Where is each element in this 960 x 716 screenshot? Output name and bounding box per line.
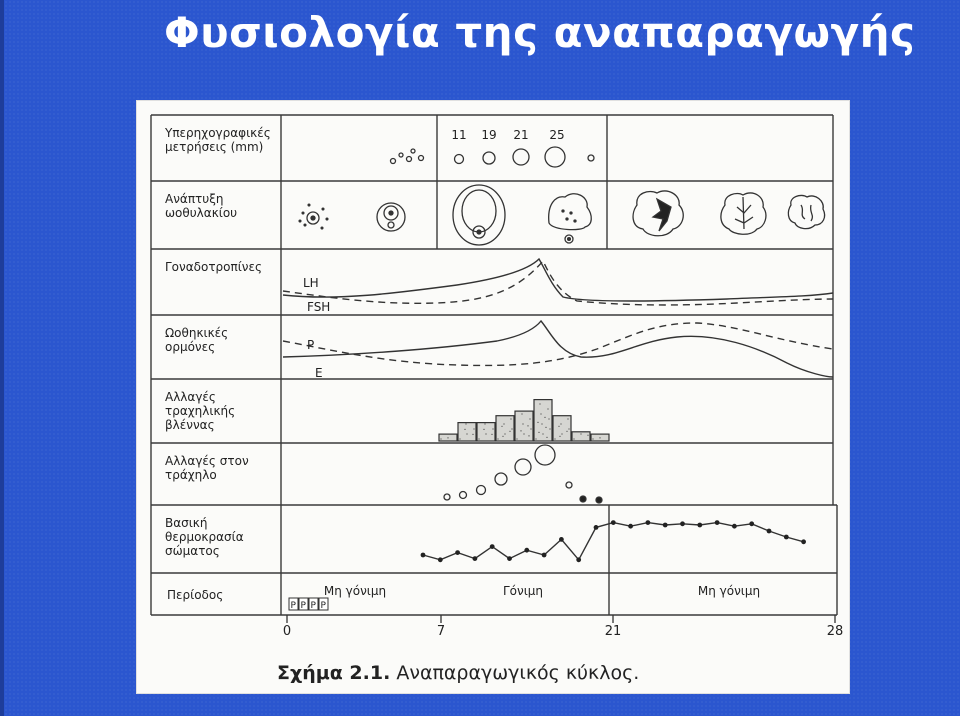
mucus-bar-speckle xyxy=(558,426,559,427)
temperature-point xyxy=(490,544,495,549)
follicle-size-25: 25 xyxy=(549,128,565,142)
day-tick-0: 0 xyxy=(282,624,292,639)
mucus-bar-speckle xyxy=(523,433,524,434)
mucus-bar-speckle xyxy=(538,432,539,433)
reproductive-cycle-figure xyxy=(136,100,850,694)
mucus-bar-speckle xyxy=(539,403,540,404)
mucus-bar-speckle xyxy=(440,438,441,439)
mucus-bar-speckle xyxy=(502,436,503,437)
phase-nonfertile-2: Μη γόνιμη xyxy=(697,584,761,598)
temperature-point xyxy=(801,539,806,544)
period-mark: P xyxy=(310,601,316,611)
mucus-bar xyxy=(534,400,552,441)
cervix-circle-filled xyxy=(596,497,602,503)
temperature-point xyxy=(594,525,599,530)
temperature-point xyxy=(507,556,512,561)
temperature-point xyxy=(680,521,685,526)
mucus-bar-speckle xyxy=(566,431,567,432)
temperature-point xyxy=(663,523,668,528)
caption-bold: Σχήμα 2.1. xyxy=(277,662,391,684)
mucus-bar-speckle xyxy=(492,428,493,429)
cervix-circle xyxy=(444,494,450,500)
mucus-bar-speckle xyxy=(516,438,517,439)
mucus-bar-speckle xyxy=(530,428,531,429)
row-label-ovarian_hormones: Ωοθηκικές xyxy=(165,326,229,340)
temperature-line xyxy=(423,523,804,560)
temperature-point xyxy=(576,557,581,562)
mucus-bar-speckle xyxy=(522,423,523,424)
temperature-chart xyxy=(421,520,806,562)
mucus-bar xyxy=(572,432,590,441)
cervix-circle xyxy=(460,492,467,499)
fsh-label: FSH xyxy=(307,300,331,314)
phase-nonfertile-1: Μη γόνιμη xyxy=(323,584,387,598)
mucus-bar-speckle xyxy=(503,423,504,424)
temperature-point xyxy=(611,520,616,525)
ultrasound-dot xyxy=(407,157,412,162)
mucus-bar-speckle xyxy=(520,430,521,431)
mucus-bar-speckle xyxy=(459,438,460,439)
ultrasound-dot xyxy=(399,153,403,157)
mucus-bar-speckle xyxy=(549,428,550,429)
temperature-point xyxy=(715,520,720,525)
e-label: E xyxy=(315,366,323,380)
mucus-bar-speckle xyxy=(542,433,543,434)
mucus-bar xyxy=(515,411,533,441)
estrogen-curve xyxy=(283,321,833,377)
lh-curve xyxy=(283,259,833,301)
row-label-temperature: σώματος xyxy=(165,544,220,558)
slide-title: Φυσιολογία της αναπαραγωγής xyxy=(164,8,916,57)
mucus-bar-speckle xyxy=(478,438,479,439)
ultrasound-row xyxy=(391,128,595,167)
cervix-circle-filled xyxy=(580,496,586,502)
follicle-size-19: 19 xyxy=(481,128,497,142)
mucus-bar-speckle xyxy=(547,408,548,409)
p-label: P xyxy=(307,338,315,352)
temperature-point xyxy=(559,537,564,542)
mucus-bar-speckle xyxy=(567,418,568,419)
row-labels xyxy=(164,126,271,558)
mucus-bar-speckle xyxy=(466,433,467,434)
mucus-bar-speckle xyxy=(497,438,498,439)
mucus-bar-speckle xyxy=(483,429,484,430)
temperature-point xyxy=(542,553,547,558)
temperature-point xyxy=(473,556,478,561)
primordial-follicle xyxy=(299,204,328,229)
row-label-follicle: Ανάπτυξη xyxy=(165,192,224,206)
mucus-bar-speckle xyxy=(529,418,530,419)
mucus-bar-speckle xyxy=(484,423,485,424)
temperature-point xyxy=(767,529,772,534)
mucus-bar-speckle xyxy=(540,413,541,414)
mucus-bar-speckle xyxy=(509,431,510,432)
period-marks xyxy=(289,598,328,611)
row-label-ultrasound: Υπερηχογραφικές xyxy=(165,126,271,140)
ovarian-hormones-row xyxy=(283,321,833,380)
cervix-row xyxy=(444,445,602,503)
mucus-bar-speckle xyxy=(541,423,542,424)
row-label-mucus: Αλλαγές xyxy=(165,390,216,404)
mucus-bar-speckle xyxy=(504,433,505,434)
mucus-bar-speckle xyxy=(501,426,502,427)
row-label-follicle: ωοθυλακίου xyxy=(165,206,238,220)
corpus-luteum-regressing xyxy=(721,193,766,234)
mucus-bar xyxy=(458,423,476,441)
figure-caption xyxy=(277,662,639,684)
temperature-point xyxy=(697,523,702,528)
row-label-cervix: Αλλαγές στον xyxy=(165,454,249,468)
row-label-ovarian_hormones: ορμόνες xyxy=(165,340,216,354)
mucus-bar-speckle xyxy=(465,423,466,424)
ultrasound-dot xyxy=(419,156,424,161)
cervix-circle xyxy=(495,473,507,485)
mucus-bar-speckle xyxy=(573,438,574,439)
temperature-point xyxy=(628,524,633,529)
ultrasound-dot xyxy=(411,149,415,153)
day-tick-7: 7 xyxy=(436,624,446,639)
lh-label: LH xyxy=(303,276,319,290)
period-mark: P xyxy=(300,601,306,611)
row-label-ultrasound: μετρήσεις (mm) xyxy=(165,140,264,154)
temperature-point xyxy=(749,521,754,526)
row-label-temperature: Βασική xyxy=(165,516,208,530)
mucus-bar-speckle xyxy=(472,434,473,435)
mucus-bar-speckle xyxy=(568,428,569,429)
cycle-diagram xyxy=(137,101,849,693)
corpus-albicans xyxy=(788,195,824,228)
row-label-mucus: βλέννας xyxy=(165,418,215,432)
mucus-bar-speckle xyxy=(546,437,547,438)
period-row xyxy=(167,584,760,611)
period-mark: P xyxy=(290,601,296,611)
day-axis xyxy=(283,615,843,639)
mucus-bar-speckle xyxy=(587,435,588,436)
follicle-size-21: 21 xyxy=(513,128,529,142)
mucus-bar-speckle xyxy=(561,433,562,434)
mucus-bar-speckle xyxy=(554,438,555,439)
cervix-circle xyxy=(515,459,531,475)
caption-rest: Αναπαραγωγικός κύκλος. xyxy=(390,662,640,684)
mucus-bar-speckle xyxy=(528,435,529,436)
mucus-bar-speckle xyxy=(464,429,465,430)
mucus-bar-speckle xyxy=(545,427,546,428)
cervix-circle xyxy=(535,445,555,465)
ultrasound-follicle xyxy=(545,147,565,167)
day-tick-28: 28 xyxy=(826,624,844,639)
antral-follicle xyxy=(453,185,505,245)
mucus-bar-speckle xyxy=(511,428,512,429)
row-label-gonadotropins: Γοναδοτροπίνες xyxy=(165,260,263,274)
mucus-bar-speckle xyxy=(491,434,492,435)
corpus-luteum xyxy=(633,191,683,236)
temperature-point xyxy=(524,548,529,553)
ultrasound-follicle xyxy=(513,149,529,165)
mucus-bar xyxy=(477,423,495,441)
period-row-label: Περίοδος xyxy=(167,588,224,602)
mucus-bar-speckle xyxy=(537,422,538,423)
mucus-bar-speckle xyxy=(580,433,581,434)
temperature-point xyxy=(421,553,426,558)
period-mark: P xyxy=(320,601,326,611)
mucus-bar-speckle xyxy=(447,437,448,438)
mucus-bar-speckle xyxy=(544,417,545,418)
mucus-bar-speckle xyxy=(527,425,528,426)
mucus-bar-speckle xyxy=(592,438,593,439)
mucus-bar-speckle xyxy=(560,423,561,424)
cervix-circle xyxy=(566,482,572,488)
ultrasound-follicle xyxy=(483,152,495,164)
mucus-bars xyxy=(439,400,609,441)
ultrasound-follicle xyxy=(455,155,464,164)
row-label-mucus: τραχηλικής xyxy=(165,404,236,418)
mucus-bar-speckle xyxy=(559,436,560,437)
day-tick-21: 21 xyxy=(604,624,622,639)
follicle-development-row xyxy=(299,185,824,245)
temperature-point xyxy=(438,557,443,562)
mucus-bar-speckle xyxy=(535,438,536,439)
mucus-bar-speckle xyxy=(510,418,511,419)
temperature-point xyxy=(646,520,651,525)
row-label-temperature: θερμοκρασία xyxy=(165,530,244,544)
mucus-bar-speckle xyxy=(473,428,474,429)
ovulating-follicle xyxy=(549,194,592,243)
ultrasound-dot xyxy=(391,159,396,164)
ultrasound-follicle xyxy=(588,155,594,161)
row-label-cervix: τράχηλο xyxy=(165,468,217,482)
cervix-circle xyxy=(477,486,486,495)
mucus-bar-speckle xyxy=(548,418,549,419)
mucus-bar-speckle xyxy=(485,433,486,434)
mucus-bar-speckle xyxy=(599,437,600,438)
gonadotropins-row xyxy=(283,259,833,314)
temperature-point xyxy=(732,524,737,529)
temperature-point xyxy=(784,535,789,540)
follicle-size-11: 11 xyxy=(451,128,467,142)
temperature-point xyxy=(455,550,460,555)
phase-fertile: Γόνιμη xyxy=(502,584,544,598)
mucus-bar-speckle xyxy=(521,413,522,414)
primary-follicle xyxy=(377,203,405,231)
